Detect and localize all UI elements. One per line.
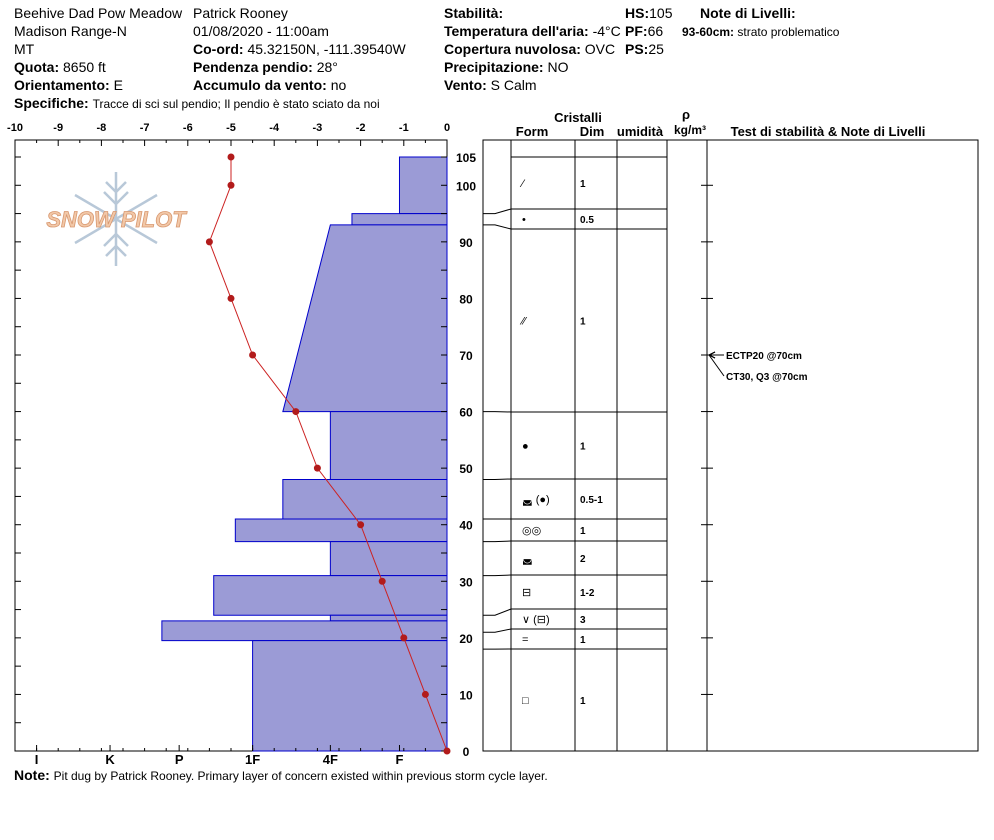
- layer-form: ◎◎: [522, 525, 542, 537]
- temp-tick-label: -5: [226, 122, 236, 134]
- layer-size: 1: [580, 316, 586, 328]
- cloud-value: OVC: [584, 41, 616, 57]
- air-temp-label: Temperatura dell'aria:: [444, 23, 589, 39]
- layer-connector: [483, 629, 511, 632]
- temperature-point: [444, 748, 451, 755]
- temp-tick-label: -10: [7, 122, 23, 134]
- slope-label: Pendenza pendio:: [193, 59, 313, 75]
- depth-tick-label: 105: [455, 151, 477, 165]
- layers-notes-label: Note di Livelli:: [700, 5, 796, 21]
- cloud-label: Copertura nuvolosa:: [444, 41, 581, 57]
- header-tests: Test di stabilità & Note di Livelli: [730, 124, 926, 139]
- precip-value: NO: [547, 59, 569, 75]
- layer-size: 2: [580, 554, 586, 565]
- depth-tick-label: 20: [459, 631, 473, 646]
- temp-tick-label: -2: [355, 122, 366, 134]
- stability-label: Stabilità:: [444, 5, 504, 21]
- depth-tick-label: 0: [462, 745, 470, 759]
- depth-tick-label: 60: [459, 405, 473, 420]
- layer-size: 1: [580, 526, 586, 537]
- layer-table: [483, 107, 978, 751]
- wind-loading-label: Accumulo da vento:: [193, 77, 327, 93]
- layer-form: •: [522, 214, 526, 226]
- layer-table-frame: [483, 140, 978, 751]
- header-density-unit: kg/m³: [673, 123, 707, 137]
- location-name: Beehive Dad Pow Meadow: [14, 5, 183, 21]
- hardness-tick-label: K: [105, 752, 115, 767]
- layer-size: 1: [580, 179, 586, 190]
- layer-form: ⁄: [522, 178, 524, 190]
- layer-size: 0.5-1: [580, 495, 603, 506]
- hardness-layer-bar: [330, 615, 447, 621]
- hardness-layer-bar: [399, 157, 447, 214]
- layer-form: ∨ (⊟): [522, 614, 550, 626]
- elevation-label: Quota:: [14, 59, 60, 75]
- precip-label: Precipitazione:: [444, 59, 544, 75]
- hs-value: 105: [649, 5, 673, 21]
- slope-value: 28°: [316, 59, 338, 75]
- layer-connector: [483, 575, 511, 576]
- wind-value: S Calm: [490, 77, 537, 93]
- temperature-point: [228, 154, 235, 161]
- stability-tests: [709, 351, 808, 383]
- temperature-point: [314, 465, 321, 472]
- wind-label: Vento:: [444, 77, 487, 93]
- temperature-point: [228, 295, 235, 302]
- layer-size: 0.5: [580, 215, 594, 226]
- temperature-point: [379, 578, 386, 585]
- aspect-label: Orientamento:: [14, 77, 110, 93]
- layer-form: ◛ (●): [522, 494, 550, 506]
- temperature-point: [206, 238, 213, 245]
- layer-form: =: [522, 634, 529, 646]
- test-label: ECTP20 @70cm: [726, 351, 802, 362]
- depth-tick-label: 70: [459, 349, 473, 363]
- footer-note-label: Note:: [14, 767, 50, 783]
- header-rho: ρ: [681, 107, 691, 122]
- layer-form: ⊟: [522, 587, 532, 599]
- hardness-tick-label: 1F: [245, 752, 261, 767]
- depth-tick-label: 80: [459, 292, 473, 307]
- snowpilot-logo: [46, 172, 187, 266]
- coords-value: 45.32150N, -111.39540W: [247, 41, 406, 57]
- header-crystals: Cristalli: [554, 110, 602, 125]
- layers-note-text: strato problematico: [737, 25, 840, 39]
- layer-connector: [483, 541, 511, 542]
- pf-label: PF:: [625, 23, 648, 39]
- elevation-value: 8650 ft: [63, 59, 106, 75]
- ps-label: PS:: [625, 41, 649, 57]
- wind-loading-value: no: [330, 77, 347, 93]
- temp-tick-label: -1: [398, 122, 409, 134]
- hardness-tick-label: F: [395, 752, 404, 767]
- temperature-point: [292, 408, 299, 415]
- header-form: Form: [515, 124, 549, 139]
- layer-size: 1: [580, 696, 586, 707]
- hs-label: HS:: [625, 5, 650, 21]
- hardness-tick-label: P: [174, 752, 184, 767]
- layer-connector: [483, 209, 511, 214]
- pf-value: 66: [647, 23, 664, 39]
- layer-connector: [483, 225, 511, 229]
- temperature-point: [422, 691, 429, 698]
- layer-connector: [483, 609, 511, 615]
- header-moisture: umidità: [616, 124, 664, 139]
- hardness-axis: [15, 745, 447, 767]
- logo-text: SNOW PILOT: [46, 207, 186, 232]
- test-pointer: [709, 355, 724, 376]
- specifics-label: Specifiche:: [14, 95, 89, 111]
- depth-tick-label: 100: [455, 179, 477, 194]
- depth-tick-label: 10: [459, 688, 473, 703]
- layer-form: ⁄⁄: [522, 315, 526, 328]
- coords-label: Co-ord:: [193, 41, 244, 57]
- temperature-point: [400, 634, 407, 641]
- layer-size: 1: [580, 441, 586, 453]
- layer-size: 3: [580, 615, 586, 626]
- layer-form: ●: [522, 440, 529, 453]
- hardness-layer-bar: [214, 576, 447, 616]
- depth-tick-label: 50: [459, 462, 473, 477]
- layer-form: ◛: [522, 553, 533, 565]
- temperature-point: [249, 352, 256, 359]
- ps-value: 25: [648, 41, 664, 57]
- hardness-profile: [162, 157, 447, 751]
- hardness-layer-bar: [283, 479, 447, 519]
- temp-tick-label: -7: [139, 122, 150, 134]
- specifics-value: Tracce di sci sul pendio; Il pendio è stato sciato da noi: [92, 97, 380, 111]
- temp-tick-label: -6: [182, 122, 193, 134]
- temp-tick-label: -4: [269, 122, 280, 134]
- depth-tick-label: 40: [459, 518, 473, 533]
- hardness-layer-bar: [283, 225, 447, 412]
- layers-note-depth: 93-60cm:: [682, 25, 735, 39]
- temperature-point: [357, 521, 364, 528]
- layer-form: □: [522, 695, 529, 707]
- hardness-layer-bar: [235, 519, 447, 542]
- hardness-layer-bar: [352, 214, 447, 225]
- temp-tick-label: -8: [96, 122, 107, 134]
- depth-tick-label: 30: [459, 575, 473, 590]
- test-label: CT30, Q3 @70cm: [726, 372, 808, 383]
- depth-tick-label: 90: [459, 235, 473, 250]
- hardness-tick-label: 4F: [322, 752, 338, 767]
- hardness-layer-bar: [330, 412, 447, 480]
- aspect-value: E: [113, 77, 123, 93]
- air-temp-value: -4°C: [592, 23, 621, 39]
- state: MT: [14, 41, 35, 57]
- hardness-tick-label: I: [34, 752, 39, 767]
- mountain-range: Madison Range-N: [14, 23, 127, 39]
- temp-tick-label: -3: [312, 122, 323, 134]
- hardness-layer-bar: [330, 542, 447, 576]
- temp-tick-label: 0: [443, 122, 451, 134]
- temperature-point: [228, 182, 235, 189]
- layer-size: 1-2: [580, 588, 595, 599]
- temperature-axis: [7, 122, 450, 146]
- header-size: Dim: [579, 124, 605, 139]
- layer-size: 1: [580, 635, 586, 646]
- observer: Patrick Rooney: [193, 5, 288, 21]
- footer-note-text: Pit dug by Patrick Rooney. Primary layer of concern existed within previous storm cycle layer.: [53, 769, 548, 783]
- hardness-layer-bar: [253, 641, 447, 751]
- datetime: 01/08/2020 - 11:00am: [193, 23, 329, 39]
- temp-tick-label: -9: [53, 122, 64, 134]
